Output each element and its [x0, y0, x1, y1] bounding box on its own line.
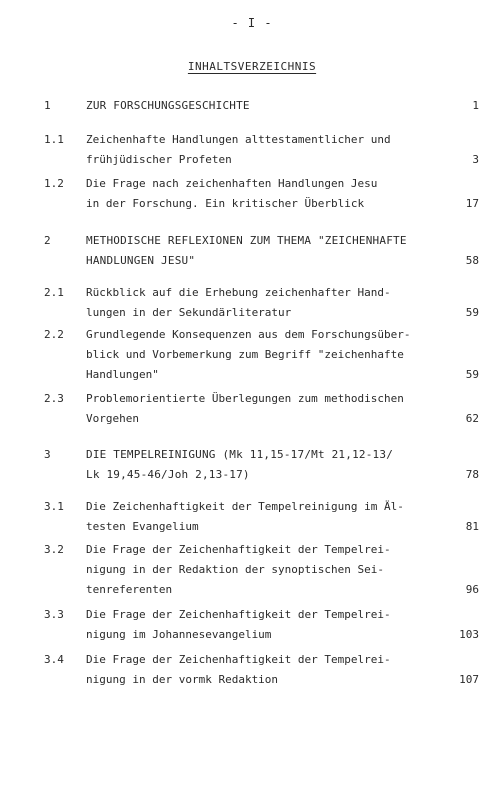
entry-title — [86, 650, 446, 690]
entry-number: 3 — [44, 448, 51, 461]
entry-number: 3.1 — [44, 500, 64, 513]
entry-title-line: Die Frage der Zeichenhaftigkeit der Tempelrei- — [86, 543, 391, 556]
entry-title-line: HANDLUNGEN JESU" — [86, 254, 196, 267]
entry-title-line: nigung in der vormk Redaktion — [86, 673, 279, 686]
toc-entry — [0, 605, 504, 645]
entry-number: 2.2 — [44, 328, 64, 341]
entry-page: 81 — [465, 520, 479, 533]
toc-heading — [0, 60, 504, 73]
toc-entry — [0, 650, 504, 690]
toc-entry — [0, 325, 504, 385]
entry-title-line: lungen in der Sekundärliteratur — [86, 306, 292, 319]
entry-title-line: blick und Vorbemerkung zum Begriff "zeichenhafte — [86, 348, 404, 361]
entry-page: 103 — [459, 628, 479, 641]
entry-number: 2.3 — [44, 392, 64, 405]
toc-heading-text: INHALTSVERZEICHNIS — [187, 60, 317, 73]
entry-title-line: nigung im Johannesevangelium — [86, 628, 272, 641]
toc-entry — [0, 283, 504, 323]
toc-entry — [0, 96, 504, 116]
entry-title-line: Rückblick auf die Erhebung zeichenhafter Hand- — [86, 286, 391, 299]
entry-page: 62 — [465, 412, 479, 425]
entry-number: 2.1 — [44, 286, 64, 299]
entry-page: 96 — [465, 583, 479, 596]
entry-number: 3.3 — [44, 608, 64, 621]
page-number: - I - — [231, 16, 273, 30]
entry-title-line: Grundlegende Konsequenzen aus dem Forschungsüber- — [86, 328, 411, 341]
entry-title — [86, 130, 446, 170]
toc-entry — [0, 389, 504, 429]
entry-number: 3.2 — [44, 543, 64, 556]
entry-title-line: frühjüdischer Profeten — [86, 153, 232, 166]
entry-number: 3.4 — [44, 653, 64, 666]
entry-number: 1.1 — [44, 133, 64, 146]
entry-page: 59 — [465, 368, 479, 381]
entry-page: 1 — [472, 99, 479, 112]
entry-title-line: Die Frage der Zeichenhaftigkeit der Tempelrei- — [86, 653, 391, 666]
entry-title-line: Zeichenhafte Handlungen alttestamentlicher und — [86, 133, 391, 146]
entry-title — [86, 96, 446, 116]
toc-entry — [0, 497, 504, 537]
entry-title — [86, 325, 446, 385]
toc-entry — [0, 130, 504, 170]
entry-title-line: Vorgehen — [86, 412, 139, 425]
entry-title-line: testen Evangelium — [86, 520, 199, 533]
entry-title — [86, 497, 446, 537]
entry-title-line: Handlungen" — [86, 368, 159, 381]
entry-title-line: ZUR FORSCHUNGSGESCHICHTE — [86, 99, 250, 112]
entry-title — [86, 605, 446, 645]
entry-title — [86, 174, 446, 214]
entry-number: 2 — [44, 234, 51, 247]
entry-title — [86, 283, 446, 323]
entry-title-line: Lk 19,45-46/Joh 2,13-17) — [86, 468, 250, 481]
entry-title-line: DIE TEMPELREINIGUNG (Mk 11,15-17/Mt 21,12-13/ — [86, 448, 394, 461]
entry-page: 58 — [465, 254, 479, 267]
entry-title — [86, 231, 446, 271]
toc-entry — [0, 174, 504, 214]
entry-page: 17 — [465, 197, 479, 210]
entry-title — [86, 540, 446, 600]
entry-title — [86, 389, 446, 429]
entry-title-line: Problemorientierte Überlegungen zum methodischen — [86, 392, 404, 405]
entry-title-line: Die Frage nach zeichenhaften Handlungen Jesu — [86, 177, 378, 190]
entry-page: 59 — [465, 306, 479, 319]
entry-title-line: Die Zeichenhaftigkeit der Tempelreinigung im Äl- — [86, 500, 404, 513]
entry-title-line: Die Frage der Zeichenhaftigkeit der Tempelrei- — [86, 608, 391, 621]
entry-title-line: tenreferenten — [86, 583, 173, 596]
entry-page: 3 — [472, 153, 479, 166]
entry-page: 78 — [465, 468, 479, 481]
entry-number: 1 — [44, 99, 51, 112]
entry-title-line: nigung in der Redaktion der synoptischen Sei- — [86, 563, 385, 576]
entry-page: 107 — [459, 673, 479, 686]
toc-entry — [0, 231, 504, 271]
entry-title-line: METHODISCHE REFLEXIONEN ZUM THEMA "ZEICHENHAFTE — [86, 234, 407, 247]
toc-entry — [0, 445, 504, 485]
entry-title-line: in der Forschung. Ein kritischer Überblick — [86, 197, 365, 210]
entry-number: 1.2 — [44, 177, 64, 190]
toc-entry — [0, 540, 504, 600]
entry-title — [86, 445, 446, 485]
